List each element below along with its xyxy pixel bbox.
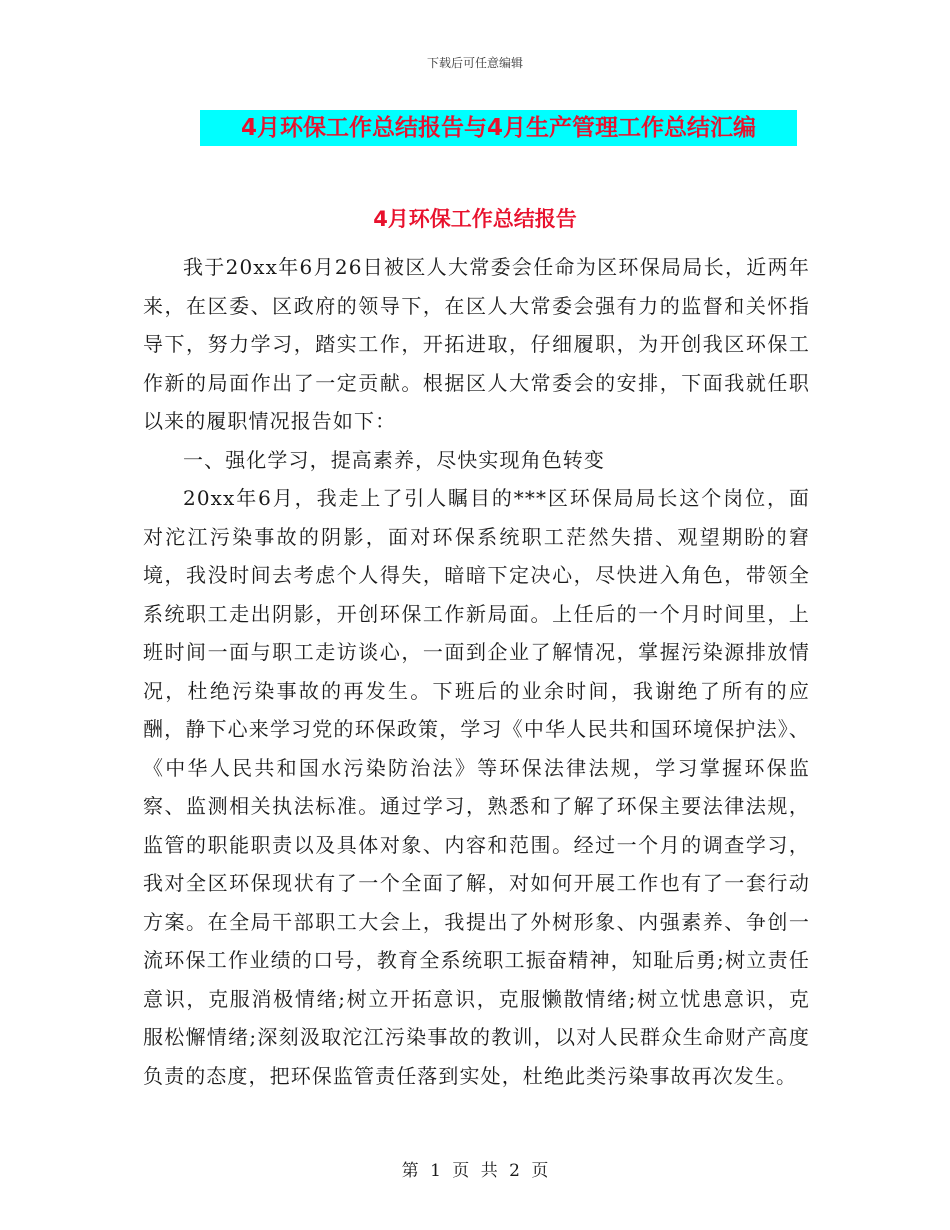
- paragraph-heading-1: 一、强化学习，提高素养，尽快实现角色转变: [183, 447, 605, 472]
- paragraph-body-1: 20xx年6月，我走上了引人瞩目的***区环保局局长这个岗位，面对沱江污染事故的阴影，面对环保系统职工茫然失措、观望期盼的窘境，我没时间去考虑个人得失，暗暗下定决心，尽快进入角色，带领全系统职工走出阴影，开创环保工作新局面。上任后的一个月时间里，上班时间一面与职工走访谈心，一面到企业了解情况，掌握污染源排放情况，杜绝污染事故的再发生。下班后的业余时间，我谢绝了所有的应酬，静下心来学习党的环保政策，学习《中华人民共和国环境保护法》、《中华人民共和国水污染防治法》等环保法律法规，学习掌握环保监察、监测相关执法标准。通过学习，熟悉和了解了环保主要法律法规，监管的职能职责以及具体对象、内容和范围。经过一个月的调查学习，我对全区环保现状有了一个全面了解，对如何开展工作也有了一套行动方案。在全局干部职工大会上，我提出了外树形象、内强素养、争创一流环保工作业绩的口号，教育全系统职工振奋精神，知耻后勇;树立责任意识，克服消极情绪;树立开拓意识，克服懒散情绪;树立忧患意识，克服松懈情绪;深刻汲取沱江污染事故的教训，以对人民群众生命财产高度负责的态度，把环保监管责任落到实处，杜绝此类污染事故再次发生。: [143, 486, 810, 1088]
- paragraph-intro: 我于20xx年6月26日被区人大常委会任命为区环保局局长，近两年来，在区委、区政府的领导下，在区人大常委会强有力的监督和关怀指导下，努力学习，踏实工作，开拓进取，仔细履职，为开创我区环保工作新的局面作出了一定贡献。根据区人大常委会的安排，下面我就任职以来的履职情况报告如下：: [143, 255, 810, 433]
- section-title: 4月环保工作总结报告: [373, 207, 577, 231]
- header-note: 下载后可任意编辑: [426, 56, 523, 70]
- page-footer: 第 1 页 共 2 页: [401, 1161, 549, 1181]
- document-title: 4月环保工作总结报告与4月生产管理工作总结汇编: [200, 110, 797, 146]
- body-text: [143, 248, 810, 1095]
